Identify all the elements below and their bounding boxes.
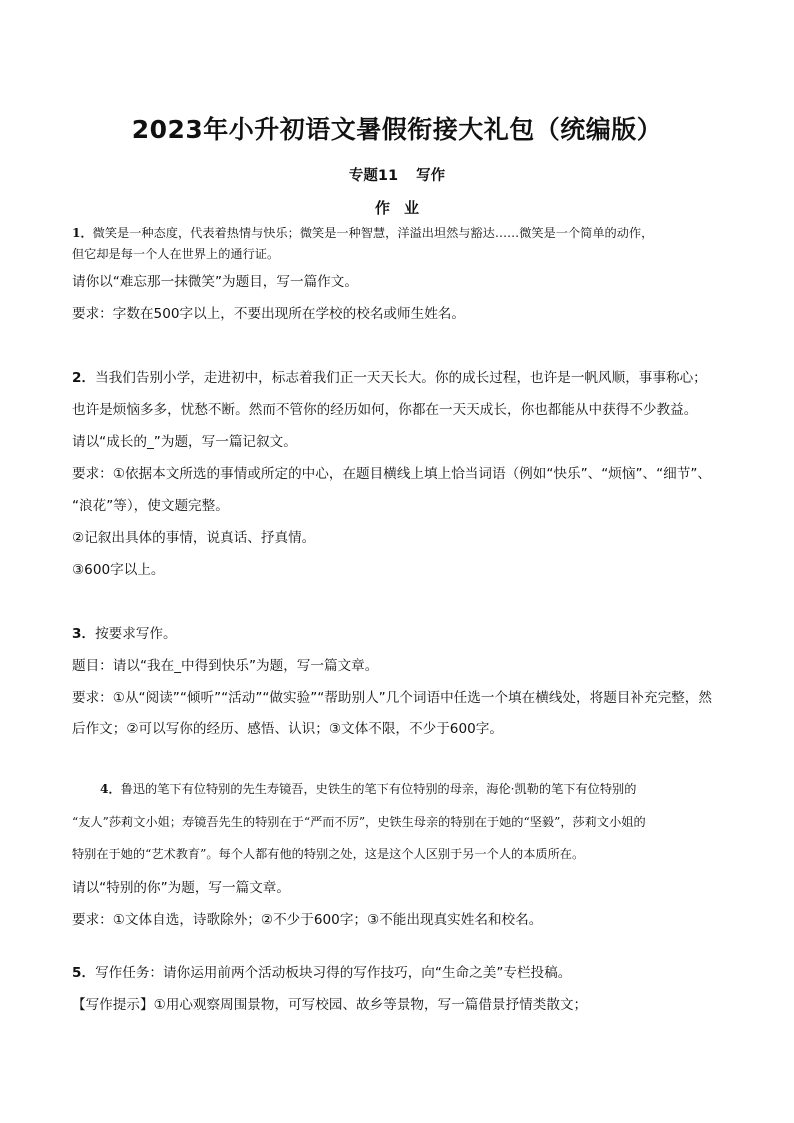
- q2-line-2: 也许是烦恼多多，忧愁不断。然而不管你的经历如何，你都在一天天成长，你也都能从中获得不少教益。: [72, 402, 698, 418]
- q5-line-1: 5．写作任务：请你运用前两个活动板块习得的写作技巧，向“生命之美”专栏投稿。: [72, 965, 572, 981]
- q2-requirement-1: 要求：①依据本文所选的事情或所定的中心，在题目横线上填上恰当词语（例如“快乐”、“烦恼”、“细节”、: [72, 466, 711, 482]
- q4-line-1: 4．鲁迅的笔下有位特别的先生寿镜吾，史铁生的笔下有位特别的母亲，海伦·凯勒的笔下有位特别的: [100, 782, 637, 796]
- q3-requirement-cont: 后作文；②可以写你的经历、感悟、认识；③文体不限，不少于600字。: [72, 721, 503, 737]
- q2-line-1: 2．当我们告别小学，走进初中，标志着我们正一天天长大。你的成长过程，也许是一帆风顺，事事称心；: [72, 370, 707, 386]
- q2-requirement-1-cont: “浪花”等），使文题完整。: [72, 498, 229, 514]
- q2-requirement-3: ③600字以上。: [72, 562, 165, 578]
- q4-requirement: 要求：①文体自选，诗歌除外；②不少于600字；③不能出现真实姓名和校名。: [72, 912, 543, 928]
- q2-number: 2．: [72, 370, 96, 386]
- q5-number: 5．: [72, 965, 96, 981]
- q3-number: 3．: [72, 626, 96, 642]
- q1-requirement: 要求：字数在500字以上，不要出现所在学校的校名或师生姓名。: [72, 306, 465, 322]
- q4-number: 4．: [100, 782, 121, 796]
- q4-line-2: “友人”莎莉文小姐；寿镜吾先生的特别在于“严而不厉”，史铁生母亲的特别在于她的“坚毅”，莎莉文小姐的: [72, 815, 646, 829]
- topic-name: 写作: [416, 168, 446, 184]
- q1-line-2: 但它却是每一个人在世界上的通行证。: [72, 247, 280, 261]
- q3-topic: 题目：请以“我在_中得到快乐”为题，写一篇文章。: [72, 658, 379, 674]
- topic-number: 专题11: [348, 168, 399, 184]
- q5-hint: 【写作提示】①用心观察周围景物，可写校园、故乡等景物，写一篇借景抒情类散文；: [72, 997, 588, 1013]
- q4-prompt: 请以“特别的你”为题，写一篇文章。: [72, 880, 290, 896]
- q2-prompt: 请以“成长的_”为题，写一篇记叙文。: [72, 434, 297, 450]
- q2-requirement-2: ②记叙出具体的事情，说真话、抒真情。: [72, 530, 316, 546]
- q1-line-1: 1．微笑是一种态度，代表着热情与快乐；微笑是一种智慧，洋溢出坦然与豁达……微笑是一个简单的动作，: [72, 226, 654, 240]
- q3-line-1: 3．按要求写作。: [72, 626, 177, 642]
- section-heading: 作业: [374, 199, 433, 217]
- topic-heading: [0, 164, 794, 185]
- q1-number: 1．: [72, 226, 93, 240]
- q3-requirement: 要求：①从“阅读”“倾听”“活动”“做实验”“帮助别人”几个词语中任选一个填在横线处，将题目补充完整，然: [72, 690, 712, 706]
- q1-prompt: 请你以“难忘那一抹微笑”为题目，写一篇作文。: [72, 274, 358, 290]
- q4-line-3: 特别在于她的“艺术教育”。每个人都有他的特别之处，这是这个人区别于另一个人的本质所在。: [72, 847, 585, 861]
- document-title: 2023年小升初语文暑假衔接大礼包（统编版）: [131, 115, 663, 144]
- q5-hint-label: 【写作提示】: [72, 997, 154, 1013]
